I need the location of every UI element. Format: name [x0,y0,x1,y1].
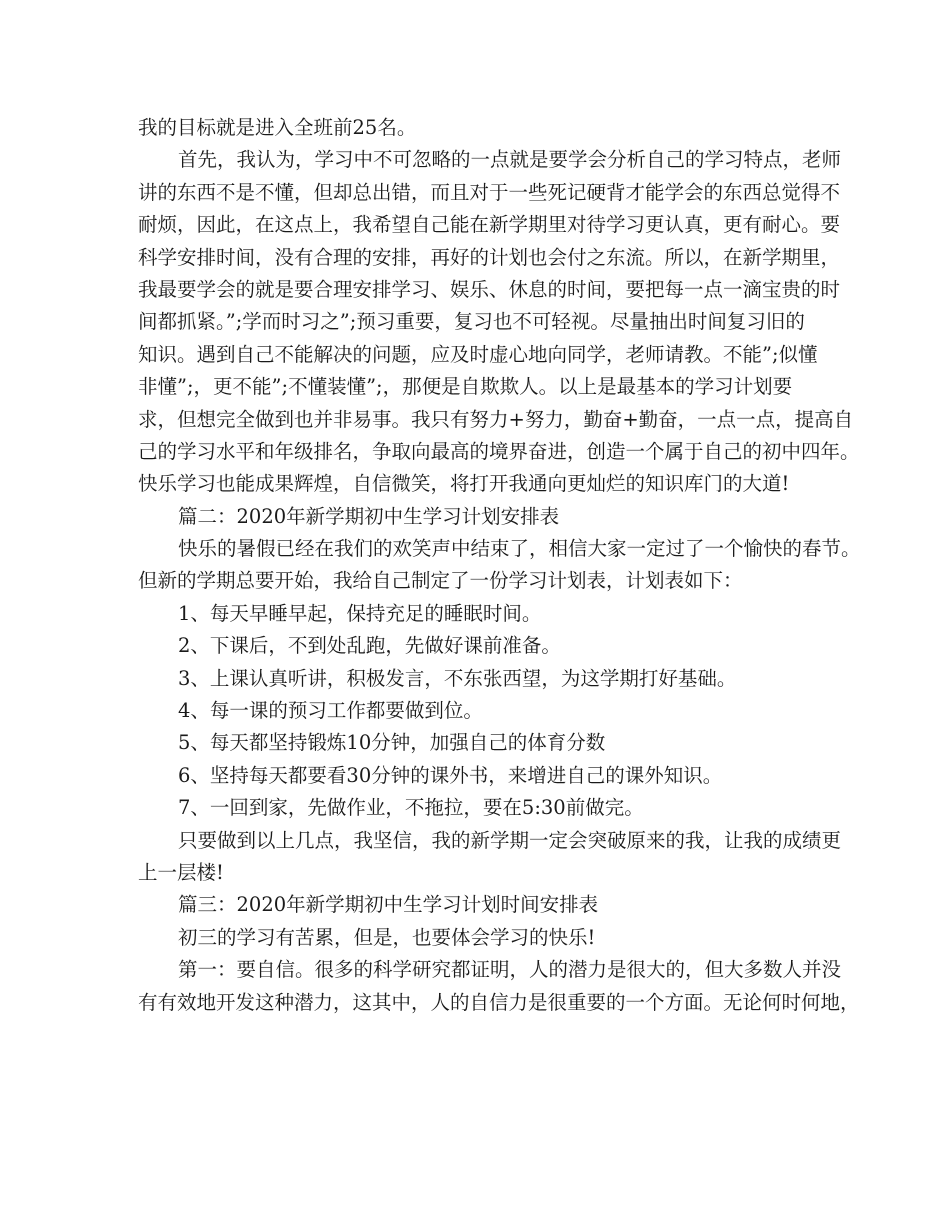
text-line: 求，但想完全做到也并非易事。我只有努力+努力，勤奋+勤奋，一点一点，提高自 [138,407,854,431]
text-line: 但新的学期总要开始，我给自己制定了一份学习计划表，计划表如下： [138,569,743,593]
text-line: 4、每一课的预习工作都要做到位。 [178,699,483,723]
text-line: 1、每天早睡早起，保持充足的睡眠时间。 [178,601,542,625]
text-line: 快乐的暑假已经在我们的欢笑声中结束了，相信大家一定过了一个愉快的春节。 [178,537,861,561]
text-line: 6、坚持每天都要看30分钟的课外书，来增进自己的课外知识。 [178,763,723,787]
text-line: 有有效地开发这种潜力，这其中，人的自信力是很重要的一个方面。无论何时何地， [138,990,860,1014]
text-line: 上一层楼! [138,860,224,884]
document-body [138,112,861,1019]
text-line: 讲的东西不是不懂，但却总出错，而且对于一些死记硬背才能学会的东西总觉得不 [138,180,841,204]
text-line: 科学安排时间，没有合理的安排，再好的计划也会付之东流。所以，在新学期里， [138,245,841,269]
text-line: 耐烦，因此，在这点上，我希望自己能在新学期里对待学习更认真，更有耐心。要 [138,213,841,237]
text-line: 2、下课后，不到处乱跑，先做好课前准备。 [178,634,561,658]
text-line: 间都抓紧。”;学而时习之”;预习重要，复习也不可轻视。尽量抽出时间复习旧的 [138,310,805,334]
text-line: 篇三：2020年新学期初中生学习计划时间安排表 [178,893,599,917]
text-line: 篇二：2020年新学期初中生学习计划安排表 [178,504,560,528]
text-line: 快乐学习也能成果辉煌，自信微笑，将打开我通向更灿烂的知识库门的大道! [138,472,790,496]
text-line: 只要做到以上几点，我坚信，我的新学期一定会突破原来的我，让我的成绩更 [178,828,842,852]
text-line: 我最要学会的就是要合理安排学习、娱乐、休息的时间，要把每一点一滴宝贵的时 [138,277,841,301]
text-line: 第一：要自信。很多的科学研究都证明，人的潜力是很大的，但大多数人并没 [178,958,842,982]
text-line: 己的学习水平和年级排名，争取向最高的境界奋进，创造一个属于自己的初中四年。 [138,439,860,463]
text-line: 初三的学习有苦累，但是，也要体会学习的快乐! [178,925,596,949]
text-line: 我的目标就是进入全班前25名。 [138,116,417,139]
text-line: 首先，我认为，学习中不可忽略的一点就是要学会分析自己的学习特点，老师 [178,148,842,172]
text-line: 3、上课认真听讲，积极发言，不东张西望，为这学期打好基础。 [178,666,737,690]
text-line: 5、每天都坚持锻炼10分钟，加强自己的体育分数 [178,731,606,755]
text-line: 非懂”;，更不能”;不懂装懂”;，那便是自欺欺人。以上是最基本的学习计划要 [138,375,793,399]
text-line: 7、一回到家，先做作业，不拖拉，要在5:30前做完。 [178,796,644,820]
text-line: 知识。遇到自己不能解决的问题，应及时虚心地向同学，老师请教。不能”;似懂 [138,342,818,366]
